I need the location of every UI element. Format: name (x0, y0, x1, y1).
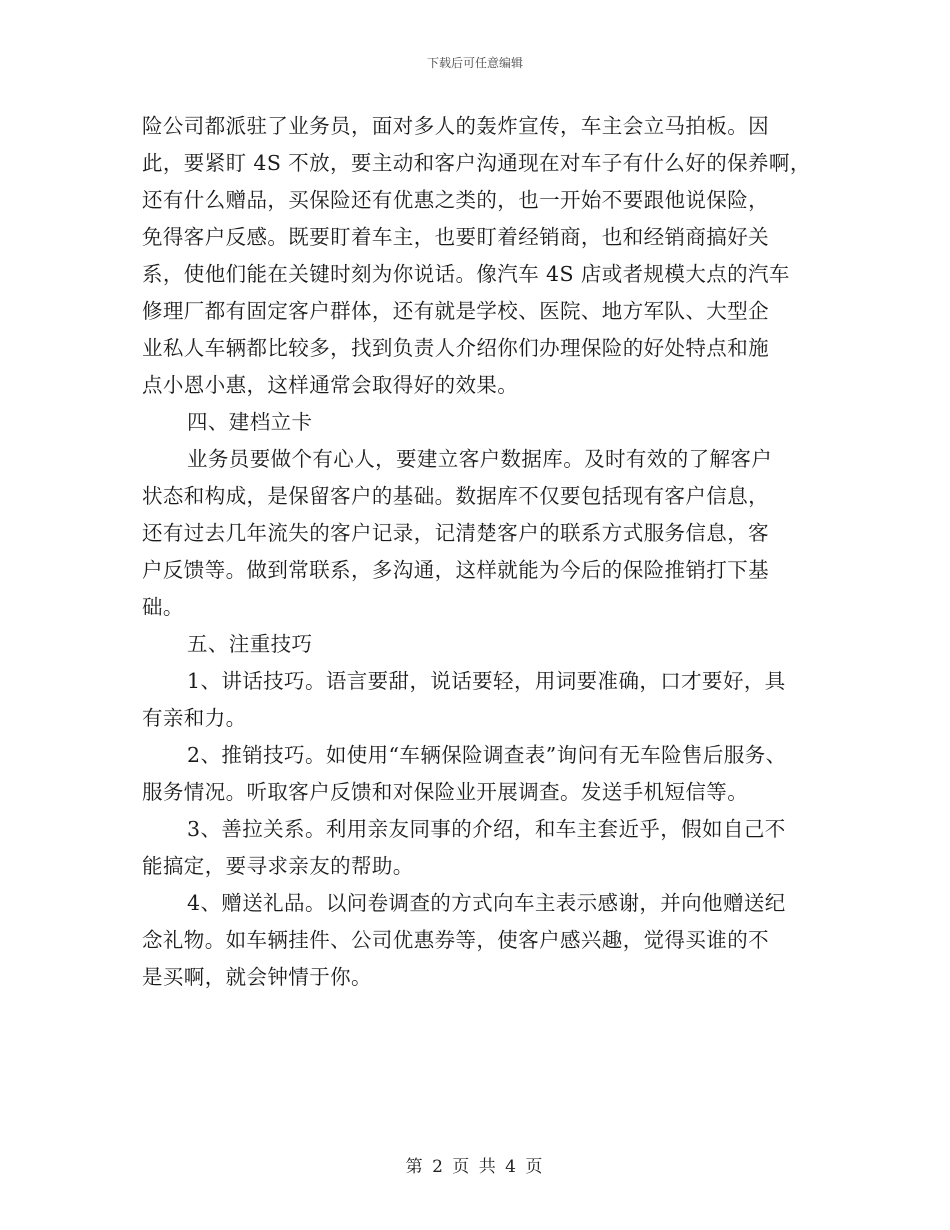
text-line: 业私人车辆都比较多，找到负责人介绍你们办理保险的好处特点和施 (142, 336, 769, 360)
page-header: 下载后可任意编辑 (426, 56, 523, 70)
text-line: 础。 (142, 595, 184, 619)
text-line: 点小恩小惠，这样通常会取得好的效果。 (142, 373, 519, 397)
text-line: 4、赠送礼品。以问卷调查的方式向车主表示感谢，并向他赠送纪 (187, 891, 786, 915)
text-line: 念礼物。如车辆挂件、公司优惠券等，使客户感兴趣，觉得买谁的不 (142, 928, 769, 952)
text-line: 1、讲话技巧。语言要甜，说话要轻，用词要准确，口才要好，具 (187, 669, 786, 693)
text-line: 还有过去几年流失的客户记录，记清楚客户的联系方式服务信息，客 (142, 521, 769, 545)
text-line: 此，要紧盯 4S 不放，要主动和客户沟通现在对车子有什么好的保养啊， (142, 151, 811, 175)
text-line: 服务情况。听取客户反馈和对保险业开展调查。发送手机短信等。 (142, 780, 749, 804)
page-number-footer: 第 2 页 共 4 页 (405, 1157, 545, 1177)
text-line: 险公司都派驻了业务员，面对多人的轰炸宣传，车主会立马拍板。因 (142, 114, 769, 138)
text-line: 2、推销技巧。如使用“车辆保险调查表”询问有无车险售后服务、 (187, 743, 787, 767)
text-line: 有亲和力。 (142, 706, 247, 730)
text-line: 系，使他们能在关键时刻为你说话。像汽车 4S 店或者规模大点的汽车 (142, 262, 790, 286)
text-line: 免得客户反感。既要盯着车主，也要盯着经销商，也和经销商搞好关 (142, 225, 769, 249)
text-line: 四、建档立卡 (187, 410, 313, 434)
text-line: 状态和构成，是保留客户的基础。数据库不仅要包括现有客户信息， (142, 484, 769, 508)
text-line: 3、善拉关系。利用亲友同事的介绍，和车主套近乎，假如自己不 (187, 817, 786, 841)
text-line: 修理厂都有固定客户群体，还有就是学校、医院、地方军队、大型企 (142, 299, 769, 323)
text-line: 还有什么赠品，买保险还有优惠之类的，也一开始不要跟他说保险， (142, 188, 769, 212)
document-body (142, 108, 832, 996)
text-line: 业务员要做个有心人，要建立客户数据库。及时有效的了解客户 (187, 447, 773, 471)
text-line: 户反馈等。做到常联系，多沟通，这样就能为今后的保险推销打下基 (142, 558, 769, 582)
text-line: 五、注重技巧 (187, 632, 313, 656)
text-line: 能搞定，要寻求亲友的帮助。 (142, 854, 414, 878)
text-line: 是买啊，就会钟情于你。 (142, 965, 372, 989)
